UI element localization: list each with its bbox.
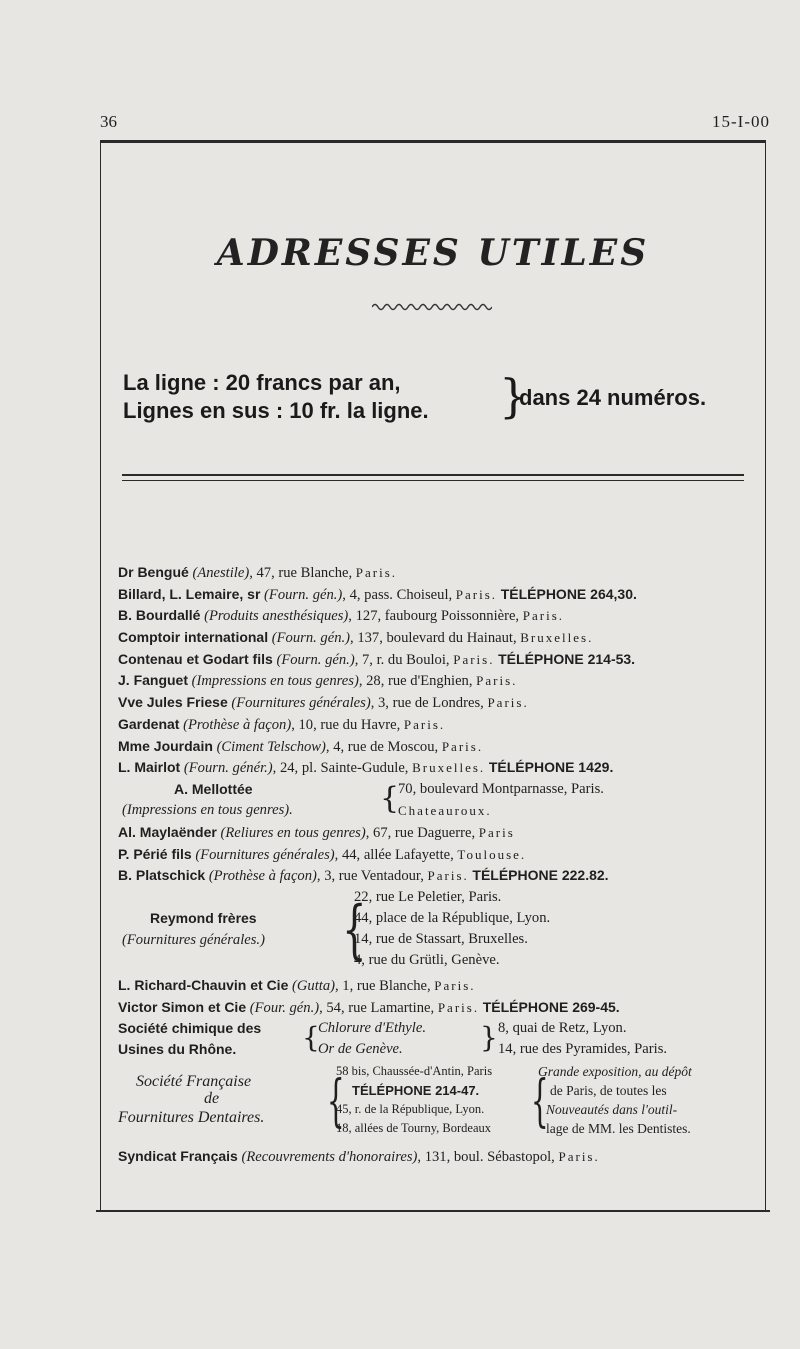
entry-telephone: TÉLÉPHONE 214-53. — [498, 650, 636, 667]
address-list — [118, 562, 748, 1168]
entry-desc: (Fourn. génér.) — [183, 760, 273, 777]
pricing-block — [123, 370, 763, 430]
divider-rule-bottom — [122, 480, 744, 481]
entry-name: L. Richard-Chauvin et Cie — [118, 976, 289, 993]
entry-address: , 44, allée Lafayette, — [334, 846, 454, 863]
list-item — [118, 865, 748, 887]
entry-city: Paris. — [522, 608, 564, 624]
entry-address: 14, rue des Pyramides, Paris. — [498, 1041, 668, 1058]
list-item — [118, 779, 748, 822]
brace: { — [380, 780, 400, 816]
issue-date: 15-I-00 — [712, 112, 770, 131]
entry-address: , 3, rue Ventadour, — [316, 868, 424, 885]
entry-desc: (Prothèse à façon) — [183, 716, 292, 733]
entry-telephone: TÉLÉPHONE 214-47. — [352, 1083, 480, 1099]
entry-name: Comptoir international — [118, 629, 269, 646]
frame-top-rule — [100, 140, 766, 143]
entry-desc: (Fourn. gén.) — [264, 586, 343, 603]
entry-city: Bruxelles. — [412, 760, 486, 776]
entry-city: Paris — [478, 824, 515, 840]
entry-name: Contenau et Godart fils — [118, 650, 273, 667]
entry-desc: (Ciment Telschow) — [216, 738, 326, 755]
entry-address: , 24, pl. Sainte-Gudule, — [272, 760, 409, 777]
entry-city: Paris. — [427, 868, 469, 884]
brace: } — [499, 369, 529, 423]
list-item — [118, 714, 748, 736]
brace: { — [326, 1069, 345, 1135]
entry-address: , 127, faubourg Poissonnière, — [348, 608, 520, 625]
list-item — [118, 822, 748, 844]
entry-desc: Chlorure d'Ethyle. — [318, 1020, 426, 1037]
list-item — [118, 736, 748, 758]
entry-telephone: TÉLÉPHONE 1429. — [488, 759, 614, 776]
entry-note: Grande exposition, au dépôt — [538, 1064, 692, 1080]
entry-note: de Paris, de toutes les — [550, 1083, 667, 1099]
entry-address: 58 bis, Chaussée-d'Antin, Paris — [336, 1064, 493, 1079]
entry-name: B. Bourdallé — [118, 607, 201, 624]
entry-address: 22, rue Le Peletier, Paris. — [354, 888, 502, 905]
entry-city: Paris. — [437, 999, 480, 1015]
entry-name: Billard, L. Lemaire, sr — [118, 585, 261, 602]
price-issues: dans 24 numéros. — [519, 385, 707, 410]
entry-desc: (Fourn. gén.) — [271, 630, 351, 647]
entry-note: lage de MM. les Dentistes. — [546, 1121, 691, 1137]
brace: { — [302, 1021, 320, 1055]
entry-note: Nouveautés dans l'outil- — [546, 1102, 678, 1118]
list-item — [118, 844, 748, 866]
page-number: 36 — [100, 112, 117, 131]
entry-address: , 10, rue du Havre, — [291, 716, 401, 733]
entry-telephone: TÉLÉPHONE 269-45. — [482, 998, 620, 1015]
list-item — [118, 584, 748, 606]
entry-city: Paris. — [434, 977, 476, 993]
list-item — [118, 1062, 748, 1146]
entry-name: A. Mellottée — [174, 780, 253, 797]
entry-name: de — [204, 1090, 220, 1108]
entry-name: Société Française — [136, 1073, 252, 1091]
entry-city: Chateauroux. — [398, 802, 492, 818]
brace: } — [480, 1021, 498, 1055]
list-item — [118, 605, 748, 627]
entry-city: Toulouse. — [457, 846, 527, 862]
list-item — [118, 670, 748, 692]
entry-address: , 3, rue de Londres, — [370, 695, 484, 712]
list-item — [118, 757, 748, 779]
entry-name: P. Périé fils — [118, 845, 192, 862]
entry-city: Paris. — [441, 738, 484, 754]
entry-desc: (Fournitures générales) — [195, 846, 335, 863]
list-item — [118, 692, 748, 714]
entry-desc: (Fournitures générales.) — [122, 931, 265, 948]
price-line-1: La ligne : 20 francs par an, — [123, 370, 401, 395]
list-item — [118, 1018, 748, 1062]
entry-address: , 54, rue Lamartine, — [319, 999, 435, 1016]
entry-city: Paris. — [453, 651, 495, 667]
list-item — [118, 562, 748, 584]
list-item — [118, 627, 748, 649]
entry-name: Usines du Rhône. — [118, 1041, 237, 1058]
entry-name: Reymond frères — [150, 909, 257, 926]
entry-desc: (Fournitures générales) — [231, 695, 371, 712]
entry-address: , 47, rue Blanche, — [249, 565, 353, 581]
divider-rule-top — [122, 474, 744, 476]
entry-telephone: TÉLÉPHONE 222.82. — [472, 867, 609, 884]
entry-desc: (Fourn. gén.) — [276, 651, 355, 668]
entry-name: Mme Jourdain — [118, 737, 213, 754]
list-item — [118, 887, 748, 975]
entry-name: Fournitures Dentaires. — [118, 1109, 265, 1127]
entry-desc: (Gutta) — [292, 977, 335, 994]
entry-name: Dr Bengué — [118, 564, 189, 580]
entry-desc: Or de Genève. — [318, 1041, 403, 1058]
entry-desc: (Reliures en tous genres) — [220, 824, 366, 841]
section-title: ADRESSES UTILES — [216, 232, 650, 274]
page-header — [100, 112, 770, 132]
entry-address: , 7, r. du Bouloi, — [354, 651, 450, 668]
entry-address: 8, quai de Retz, Lyon. — [498, 1020, 627, 1037]
entry-city: Paris. — [403, 716, 446, 732]
list-item — [118, 1146, 748, 1168]
entry-address: , 1, rue Blanche, — [334, 977, 431, 994]
bottom-rule — [96, 1210, 770, 1212]
entry-address: 45, r. de la République, Lyon. — [336, 1102, 485, 1117]
entry-name: B. Platschick — [118, 867, 206, 884]
price-line-2: Lignes en sus : 10 fr. la ligne. — [123, 398, 429, 423]
entry-desc: (Four. gén.) — [249, 999, 320, 1016]
entry-desc: (Recouvrements d'honoraires) — [241, 1149, 418, 1166]
entry-address: , 28, rue d'Enghien, — [358, 673, 473, 690]
entry-address: 14, rue de Stassart, Bruxelles. — [354, 930, 528, 947]
entry-name: L. Mairlot — [118, 759, 181, 776]
entry-city: Paris. — [455, 586, 498, 602]
entry-name: Gardenat — [118, 715, 180, 732]
entry-city: Paris. — [476, 673, 518, 689]
entry-address: , 131, boul. Sébastopol, — [417, 1149, 555, 1166]
entry-name: J. Fanguet — [118, 672, 189, 689]
brace: { — [342, 892, 367, 967]
brace: { — [530, 1069, 549, 1135]
entry-desc: (Impressions en tous genres) — [191, 673, 359, 690]
entry-city: Paris. — [558, 1149, 600, 1165]
list-item — [118, 997, 748, 1019]
entry-desc: (Prothèse à façon) — [208, 868, 317, 885]
entry-name: Vve Jules Friese — [118, 694, 228, 711]
entry-city: Paris. — [355, 565, 398, 580]
entry-address: 44, place de la République, Lyon. — [354, 909, 551, 926]
entry-city: Paris. — [487, 695, 529, 711]
entry-name: Syndicat Français — [118, 1148, 238, 1165]
entry-address: , 4, rue de Moscou, — [325, 738, 439, 755]
entry-address: 4, rue du Grütli, Genève. — [354, 951, 500, 968]
ornament-squiggle — [372, 300, 492, 314]
entry-desc: (Impressions en tous genres). — [122, 801, 293, 818]
list-item — [118, 975, 748, 997]
entry-address: , 67, rue Daguerre, — [365, 824, 476, 841]
entry-address: 18, allées de Tourny, Bordeaux — [336, 1121, 491, 1136]
list-item — [118, 649, 748, 671]
entry-telephone: TÉLÉPHONE 264,30. — [500, 585, 637, 602]
entry-address: , 4, pass. Choiseul, — [342, 586, 453, 603]
entry-desc: (Anestile) — [192, 565, 250, 581]
entry-city: Bruxelles. — [520, 630, 594, 646]
entry-name: Al. Maylaënder — [118, 823, 217, 840]
entry-address: , 137, boulevard du Hainaut, — [350, 630, 517, 647]
entry-name: Victor Simon et Cie — [118, 998, 247, 1015]
entry-desc: (Produits anesthésiques) — [204, 608, 349, 625]
entry-address: 70, boulevard Montparnasse, Paris. — [398, 780, 604, 797]
entry-name: Société chimique des — [118, 1020, 262, 1037]
